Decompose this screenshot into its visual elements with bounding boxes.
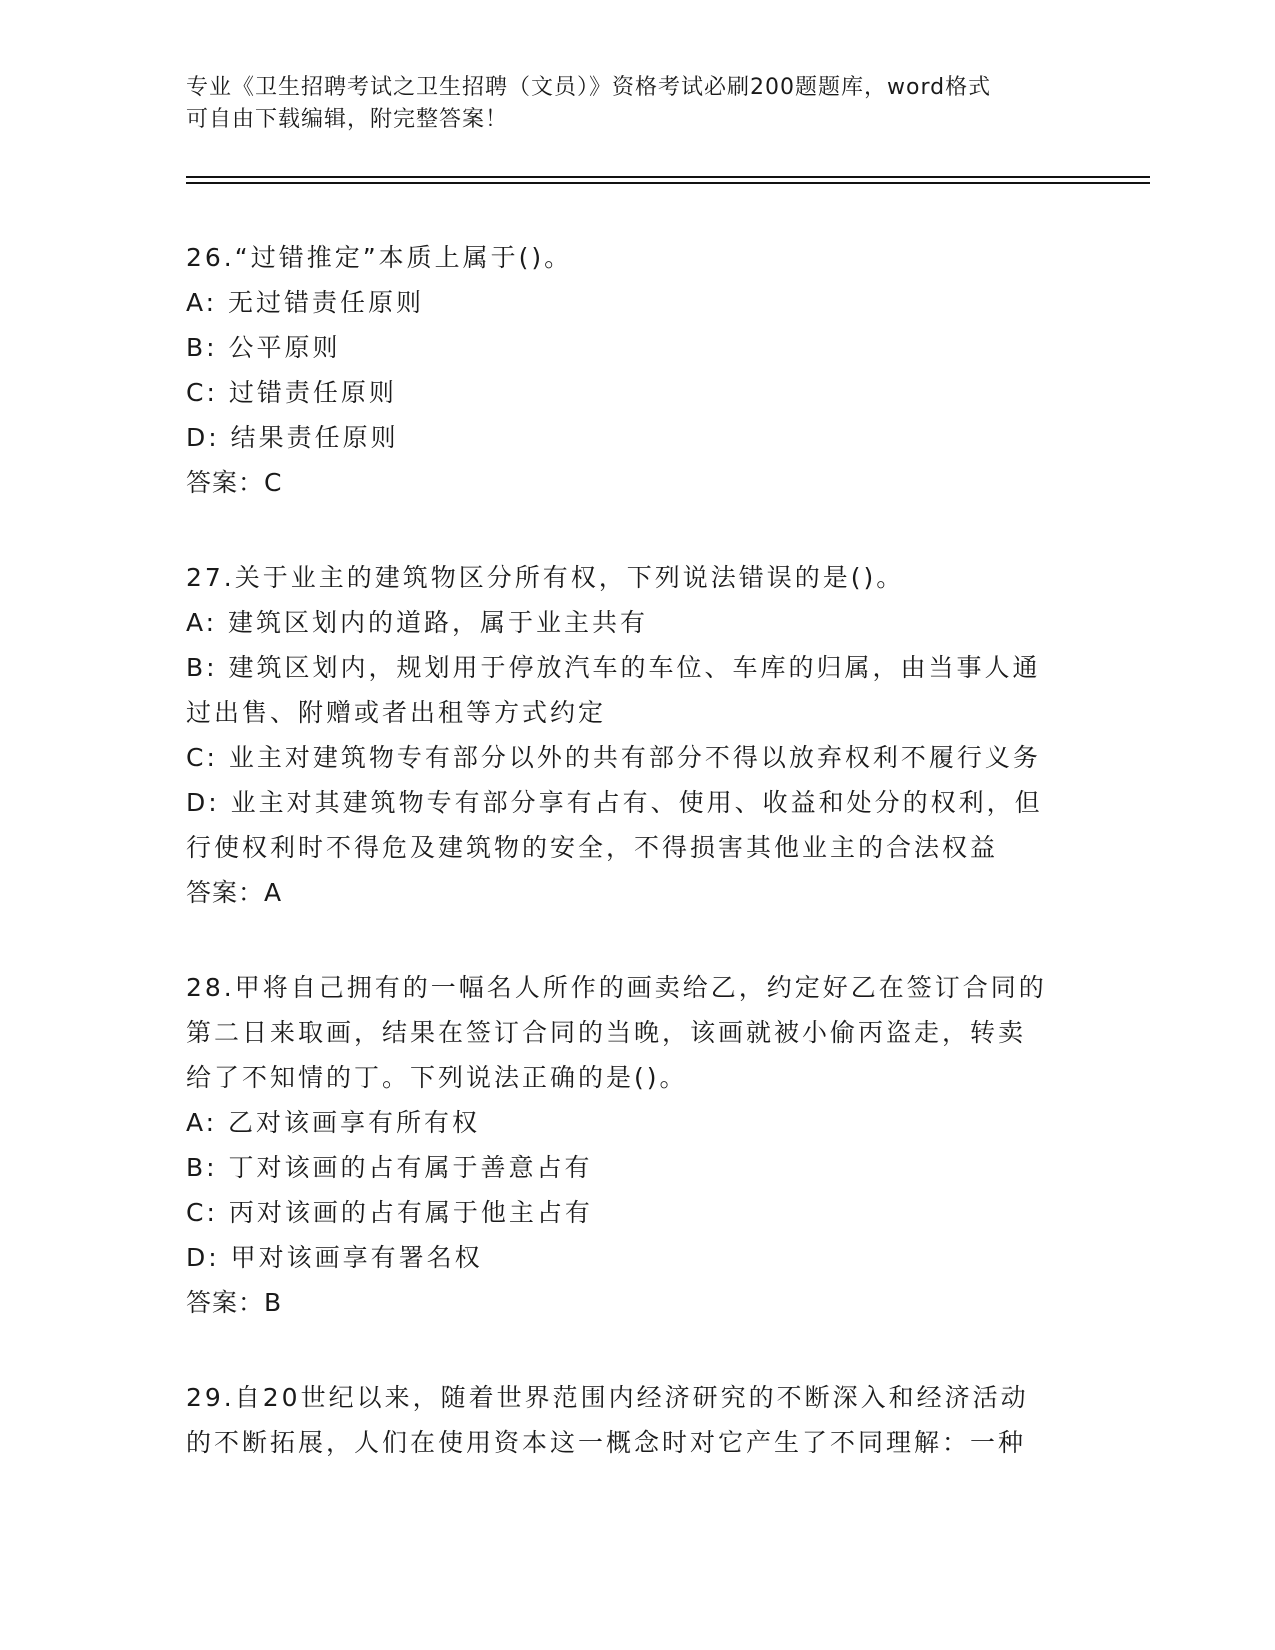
- option-line: B: 公平原则: [186, 333, 341, 362]
- option-line: C: 丙对该画的占有属于他主占有: [186, 1198, 593, 1227]
- question-list: [186, 235, 1066, 1515]
- header-divider-bottom: [186, 182, 1150, 184]
- option-line: C: 过错责任原则: [186, 378, 397, 407]
- question-stem-line: 26.“过错推定”本质上属于()。: [186, 243, 573, 272]
- option-line: D: 甲对该画享有署名权: [186, 1243, 483, 1272]
- option-line: A: 建筑区划内的道路，属于业主共有: [186, 608, 649, 637]
- question-stem-line: 28.甲将自己拥有的一幅名人所作的画卖给乙，约定好乙在签订合同的: [186, 973, 1047, 1002]
- question-stem-line: 27.关于业主的建筑物区分所有权，下列说法错误的是()。: [186, 563, 905, 592]
- header-line-2: 可自由下载编辑，附完整答案！: [186, 107, 509, 132]
- question-block: [186, 555, 1066, 915]
- option-line: B: 建筑区划内，规划用于停放汽车的车位、车库的归属，由当事人通: [186, 653, 1041, 682]
- answer-line: 答案：A: [186, 878, 283, 907]
- option-line: D: 结果责任原则: [186, 423, 399, 452]
- answer-line: 答案：C: [186, 468, 283, 497]
- header-divider-top: [186, 176, 1150, 178]
- question-block: [186, 965, 1066, 1325]
- question-stem-line: 给了不知情的丁。下列说法正确的是()。: [186, 1063, 688, 1092]
- option-line: A: 无过错责任原则: [186, 288, 425, 317]
- question-block: [186, 1375, 1066, 1465]
- header-line-1: 专业《卫生招聘考试之卫生招聘（文员）》资格考试必刷200题题库，word格式: [186, 75, 992, 100]
- question-stem-line: 第二日来取画，结果在签订合同的当晚，该画就被小偷丙盗走，转卖: [186, 1018, 1027, 1047]
- option-line: B: 丁对该画的占有属于善意占有: [186, 1153, 593, 1182]
- question-block: [186, 235, 1066, 505]
- option-line: D: 业主对其建筑物专有部分享有占有、使用、收益和处分的权利，但: [186, 788, 1043, 817]
- option-line: 过出售、附赠或者出租等方式约定: [186, 698, 607, 727]
- answer-line: 答案：B: [186, 1288, 283, 1317]
- option-line: 行使权利时不得危及建筑物的安全，不得损害其他业主的合法权益: [186, 833, 999, 862]
- document-header: [186, 72, 1066, 136]
- option-line: C: 业主对建筑物专有部分以外的共有部分不得以放弃权利不履行义务: [186, 743, 1041, 772]
- question-stem-line: 的不断拓展，人们在使用资本这一概念时对它产生了不同理解：一种: [186, 1428, 1027, 1457]
- question-stem-line: 29.自20世纪以来，随着世界范围内经济研究的不断深入和经济活动: [186, 1383, 1029, 1412]
- option-line: A: 乙对该画享有所有权: [186, 1108, 481, 1137]
